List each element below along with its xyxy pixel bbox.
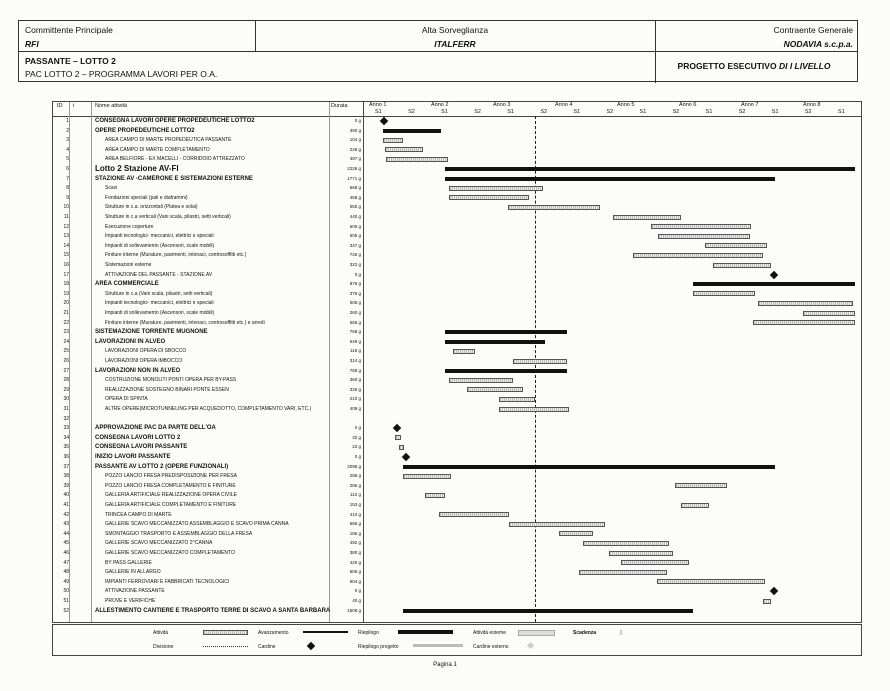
legend-riepilogo-progetto: Riepilogo progetto [358, 644, 399, 650]
timeline-half: S1 [573, 109, 581, 115]
task-id: 9 [66, 194, 69, 201]
legend-avanzamento-swatch [303, 631, 348, 633]
task-name: CONSEGNA LAVORI PASSANTE [95, 444, 188, 451]
task-name: CONSEGNA LAVORI OPERE PROPEDEUTICHE LOTTO2 [95, 118, 255, 124]
task-id: 27 [63, 367, 69, 374]
task-name: GALLERIE SCAVO MECCANIZZATO ASSEMBLAGGIO E SCAVO PRIMA CANNA [105, 521, 289, 528]
task-duration: 458 g [349, 194, 361, 200]
summary-bar [445, 177, 775, 181]
task-bar [621, 560, 689, 565]
task-name: ALLESTIMENTO CANTIERE E TRASPORTO TERRE DI SCAVO A SANTA BARBARA [95, 607, 331, 614]
task-id: 6 [66, 166, 69, 172]
task-name: GALLERIA ARTIFICIALE REALIZZAZIONE OPERA CIVILE [105, 492, 237, 499]
task-bar [395, 435, 401, 440]
task-id: 23 [63, 329, 69, 336]
task-duration: 32 g [352, 434, 361, 440]
task-duration: 604 g [349, 578, 361, 584]
timeline-half: S2 [606, 109, 614, 115]
task-duration: 186 g [349, 530, 361, 536]
task-id: 14 [63, 242, 69, 249]
task-duration: 0 g [354, 588, 361, 594]
summary-bar [693, 282, 855, 286]
milestone-diamond-icon [770, 587, 778, 595]
task-duration: 1508 g [347, 607, 361, 613]
task-name: SMONTAGGIO TRASPORTO E ASSEMBLAGGIO DELLA FRESA [105, 530, 253, 537]
task-duration: 286 g [349, 473, 361, 479]
task-id: 19 [63, 290, 69, 297]
committente-label: Committente Principale [25, 25, 113, 35]
timeline-year: Anno 2 [431, 102, 449, 108]
task-duration: 566 g [349, 521, 361, 527]
task-bar [399, 445, 404, 450]
task-id: 30 [63, 396, 69, 403]
task-id: 42 [63, 511, 69, 518]
task-duration: 40 g [352, 598, 361, 603]
task-duration: 390 g [349, 127, 361, 133]
task-name: AREA CAMPO DI MARTE PROPEDEUTICA PASSANTE [105, 137, 232, 144]
project-subtitle: PAC LOTTO 2 – PROGRAMMA LAVORI PER O.A. [25, 69, 218, 79]
task-bar [385, 147, 423, 152]
task-bar [509, 522, 605, 527]
task-name: OPERE PROPEDEUTICHE LOTTO2 [95, 127, 195, 134]
timeline-year: Anno 7 [741, 102, 759, 108]
task-id: 3 [66, 137, 69, 144]
task-duration: 153 g [349, 502, 361, 507]
legend-cardine-diamond-icon [307, 642, 315, 650]
task-name: Strutture in c.a verticali (Vani scala, pilastri, setti verticali) [105, 214, 231, 220]
timeline-year: Anno 4 [555, 102, 573, 108]
summary-bar [403, 609, 693, 613]
task-name: Strutture in c.a. orizzontali (Platea e solai) [105, 204, 198, 211]
task-id: 36 [63, 454, 69, 460]
task-duration: 568 g [349, 185, 361, 191]
task-bar [403, 474, 451, 479]
task-bar [579, 570, 667, 575]
task-duration: 549 g [349, 338, 361, 344]
task-name: BY PASS GALLERIE [105, 559, 152, 566]
task-name: GALLERIE IN ALLARGO [105, 569, 161, 576]
task-bar [705, 243, 767, 248]
legend-attivita-esterne: Attività esterne [473, 630, 507, 636]
task-id: 49 [63, 578, 69, 585]
task-duration: 360 g [349, 377, 361, 383]
task-duration: 550 g [349, 204, 361, 210]
task-name: SISTEMAZIONE TORRENTE MUGNONE [95, 329, 208, 336]
task-duration: 387 g [349, 156, 361, 162]
project-title: PASSANTE – LOTTO 2 [25, 56, 116, 66]
task-id: 45 [63, 540, 69, 547]
task-id: 2 [66, 127, 69, 134]
task-duration: 116 g [350, 348, 361, 354]
task-id: 51 [63, 598, 69, 604]
task-duration: 228 g [349, 146, 361, 152]
timeline-year: Anno 3 [493, 102, 511, 108]
summary-bar [403, 465, 775, 469]
task-id: 16 [63, 262, 69, 268]
task-duration: 380 g [349, 550, 361, 555]
task-name: POZZO LANCIO FRESA COMPLETAMENTO E FINITURE [105, 482, 236, 489]
column-id: ID [57, 103, 63, 109]
task-duration: 314 g [349, 358, 361, 363]
summary-bar [383, 129, 441, 133]
task-duration: 768 g [349, 367, 361, 373]
task-bar [449, 186, 543, 191]
task-name: Finiture interne (Murature, pavimenti, intonaci, controsoffitti etc.) [105, 252, 247, 259]
task-duration: 210 g [349, 396, 361, 402]
timeline-half: S1 [639, 109, 647, 115]
legend-riepilogo-swatch [398, 630, 453, 634]
task-bar [681, 503, 709, 508]
milestone-diamond-icon [402, 453, 410, 461]
task-duration: 2226 g [347, 166, 361, 171]
task-bar [651, 224, 751, 229]
task-id: 50 [63, 588, 69, 595]
timeline-half: S2 [804, 109, 812, 115]
timeline-year: Anno 5 [617, 102, 635, 108]
task-bar [753, 320, 855, 325]
task-name: ATTIVAZIONE PASSANTE [105, 588, 165, 595]
task-bar [583, 541, 669, 546]
task-bar [609, 551, 673, 556]
task-id: 20 [63, 300, 69, 307]
task-id: 40 [63, 492, 69, 499]
page-footer: Pagina 1 [433, 662, 457, 668]
task-bar [467, 387, 523, 392]
task-name: LAVORAZIONI OPERA IMBOCCO [105, 358, 183, 364]
task-name: REALIZZAZIONE SOSTEGNO BINARI PONTE ESSEN [105, 386, 229, 393]
task-id: 1 [66, 118, 69, 124]
task-duration: 410 g [349, 511, 361, 517]
task-id: 43 [63, 521, 69, 528]
project-level-suffix: DI I LIVELLO [778, 61, 831, 71]
task-name: Esecuzione coperture [105, 223, 154, 230]
task-id: 12 [63, 223, 69, 230]
legend-scadenza-arrow-icon: ⇩ [618, 630, 624, 637]
timeline-half: S1 [441, 109, 448, 115]
task-duration: 440 g [349, 214, 361, 219]
timeline-half: S1 [837, 109, 845, 115]
task-bar [803, 311, 855, 316]
task-duration: 286 g [349, 482, 361, 488]
task-duration: 0 g [354, 425, 361, 431]
task-name: CONSEGNA LAVORI LOTTO 2 [95, 434, 181, 441]
task-duration: 2095 g [347, 463, 361, 469]
legend-cardine-esterno-diamond-icon [527, 642, 534, 649]
legend-scadenza: Scadenza [573, 630, 597, 636]
task-bar [559, 531, 593, 536]
task-name: Impianti di sollevamento (Ascensori, scale mobili) [105, 242, 215, 249]
task-bar [453, 349, 475, 354]
task-bar [613, 215, 681, 220]
task-name: Scavi [105, 185, 118, 192]
milestone-diamond-icon [380, 117, 388, 125]
task-bar [713, 263, 771, 268]
timeline-half: S1 [771, 109, 779, 115]
task-id: 37 [63, 463, 69, 470]
gantt-chart [52, 101, 862, 623]
task-id: 13 [63, 233, 69, 240]
task-id: 10 [63, 204, 69, 211]
task-bar [383, 138, 403, 143]
task-duration: 112 g [350, 492, 361, 498]
task-name: APPROVAZIONE PAC DA PARTE DELL'OA [95, 425, 216, 432]
task-id: 48 [63, 569, 69, 576]
task-duration: 260 g [349, 310, 361, 315]
task-name: STAZIONE AV -CAMERONE E SISTEMAZIONI ESTERNE [95, 175, 253, 182]
timeline-half: S2 [540, 109, 548, 115]
task-id: 28 [63, 377, 69, 384]
task-id: 52 [63, 607, 69, 614]
legend-attivita-swatch [203, 630, 248, 635]
task-duration: 0 g [354, 271, 361, 277]
task-name: Finiture interne (Murature, pavimenti, intonaci, controsoffitti etc.) e arredi [105, 319, 265, 326]
task-name: GALLERIE SCAVO MECCANIZZATO 2^CANNA [105, 540, 213, 547]
task-duration: 505 g [349, 300, 361, 306]
legend-divisione: Divisione [153, 644, 174, 650]
task-id: 5 [66, 156, 69, 163]
legend-attivita: Attività [153, 630, 169, 636]
project-level-prefix: PROGETTO ESECUTIVO [677, 61, 777, 71]
task-id: 21 [63, 310, 69, 316]
task-name: PASSANTE AV LOTTO 2 (OPERE FUNZIONALI) [95, 463, 229, 470]
timeline-half: S2 [738, 109, 746, 115]
task-id: 25 [63, 348, 69, 355]
task-name: Impianti tecnologici- meccanici, elettrici e speciali [105, 233, 214, 240]
task-name: INIZIO LAVORI PASSANTE [95, 454, 171, 460]
task-id: 11 [63, 214, 69, 220]
task-name: LAVORAZIONI IN ALVEO [95, 338, 166, 345]
legend-divisione-swatch [203, 646, 248, 647]
task-id: 38 [63, 473, 69, 480]
task-duration: 420 g [349, 559, 361, 565]
task-duration: 325 g [349, 386, 361, 392]
task-id: 34 [63, 434, 69, 441]
task-id: 31 [63, 406, 69, 412]
task-duration: 104 g [349, 137, 361, 143]
task-name: Sistemazioni esterne [105, 262, 152, 268]
timeline-half: S2 [672, 109, 680, 115]
task-bar [657, 579, 765, 584]
timeline-half: S1 [507, 109, 514, 115]
task-id: 4 [66, 146, 69, 153]
task-bar [658, 234, 750, 239]
task-duration: 23 g [352, 444, 361, 450]
task-duration: 0 g [354, 454, 361, 459]
summary-bar [445, 369, 567, 373]
task-bar [508, 205, 600, 210]
task-duration: 876 g [349, 281, 361, 287]
task-id: 44 [63, 530, 69, 537]
task-name: COSTRUZIONE MONOLITI PONTI OPERA PER BY-PASS [105, 377, 237, 384]
task-id: 22 [63, 319, 69, 326]
contraente-label: Contraente Generale [773, 25, 853, 35]
column-duration: Durata [331, 103, 348, 109]
column-info-icon: i [73, 103, 75, 109]
legend-attivita-esterne-swatch [518, 630, 555, 636]
task-bar [439, 512, 509, 517]
task-name: AREA COMMERCIALE [95, 281, 159, 288]
summary-bar [445, 330, 567, 334]
timeline-half: S1 [375, 109, 382, 115]
task-id: 32 [63, 415, 69, 422]
contraente-value: NODAVIA s.c.p.a. [783, 39, 853, 49]
alta-sorveglianza-value: ITALFERR [434, 39, 476, 49]
task-duration: 768 g [349, 329, 361, 335]
alta-sorveglianza-label: Alta Sorveglianza [421, 25, 489, 35]
task-bar [499, 397, 535, 402]
timeline-year: Anno 1 [369, 102, 387, 108]
task-duration: 375 g [349, 290, 361, 296]
task-id: 39 [63, 482, 69, 489]
task-duration: 347 g [349, 242, 361, 248]
task-id: 18 [63, 281, 69, 288]
task-id: 46 [63, 550, 69, 556]
task-duration: 605 g [349, 233, 361, 239]
task-id: 15 [63, 252, 69, 259]
task-name: TRINCEA CAMPO DI MARTE [105, 511, 172, 518]
task-name: GALLERIE SCAVO MECCANIZZATO COMPLETAMENTO [105, 550, 235, 556]
task-id: 8 [66, 185, 69, 192]
task-id: 24 [63, 338, 69, 345]
task-bar [425, 493, 445, 498]
timeline-year: Anno 8 [803, 102, 821, 108]
summary-bar [445, 340, 545, 344]
task-id: 26 [63, 358, 69, 364]
task-bar [513, 359, 567, 364]
task-id: 35 [63, 444, 69, 451]
task-id: 47 [63, 559, 69, 566]
task-bar [633, 253, 763, 258]
task-id: 29 [63, 386, 69, 393]
timeline-half: S2 [408, 109, 415, 115]
task-id: 7 [66, 175, 69, 182]
summary-bar [445, 167, 855, 171]
timeline-year: Anno 6 [679, 102, 697, 108]
task-duration: 0 g [354, 118, 361, 123]
task-name: Fondazioni speciali (pali e diaframmi) [105, 194, 188, 201]
milestone-diamond-icon [393, 424, 401, 432]
task-id: 17 [63, 271, 69, 278]
task-bar [758, 301, 853, 306]
task-bar [499, 407, 569, 412]
project-level [655, 61, 853, 71]
task-duration: 726 g [349, 252, 361, 258]
task-duration: 566 g [349, 319, 361, 325]
task-name: Impianti di sollevamento (Ascensori, scale mobili) [105, 310, 215, 316]
task-name: AREA CAMPO DI MARTE COMPLETAMENTO [105, 146, 210, 153]
timeline-half: S2 [474, 109, 481, 115]
task-duration: 322 g [349, 262, 361, 267]
task-name: OPERA DI SPINTA [105, 396, 148, 403]
task-name: LAVORAZIONI OPERA DI SBOCCO [105, 348, 187, 355]
task-bar [675, 483, 727, 488]
task-name: GALLERIA ARTIFICIALE COMPLETAMENTO E FINITURE [105, 502, 237, 508]
task-bar [449, 195, 529, 200]
legend-cardine: Cardine [258, 644, 276, 650]
task-duration: 605 g [349, 223, 361, 229]
task-duration: 1771 g [347, 175, 361, 181]
legend-riepilogo-progetto-swatch [413, 644, 463, 647]
legend [52, 624, 862, 656]
task-id: 33 [63, 425, 69, 432]
task-name: POZZO LANCIO FRESA PREDISPOSIZIONE PER FRESA [105, 473, 237, 480]
task-id: 41 [63, 502, 69, 508]
task-name: Impianti tecnologici- meccanici, elettrici e speciali [105, 300, 214, 307]
committente-value: RFI [25, 39, 39, 49]
task-bar [449, 378, 513, 383]
task-name: LAVORAZIONI NON IN ALVEO [95, 367, 181, 374]
task-bar [763, 599, 771, 604]
task-name: IMPIANTI FERROVIARI E FABBRICATI TECNOLOGICI [105, 578, 230, 585]
task-bar [386, 157, 448, 162]
legend-cardine-esterno: Cardine esterno [473, 644, 509, 650]
legend-avanzamento: Avanzamento [258, 630, 289, 636]
task-name: PROVE E VERIFICHE [105, 598, 156, 604]
legend-riepilogo: Riepilogo [358, 630, 379, 636]
task-name: ATTIVAZIONE DEL PASSANTE - STAZIONE AV [105, 271, 213, 278]
milestone-diamond-icon [770, 270, 778, 278]
task-bar [693, 291, 755, 296]
task-duration: 492 g [349, 540, 361, 546]
task-name: Strutture in c.a (Vani scala, pilastri, setti verticali) [105, 290, 213, 297]
task-duration: 408 g [349, 406, 361, 411]
timeline-half: S1 [705, 109, 713, 115]
column-name: Nome attività [95, 103, 128, 109]
task-name: Lotto 2 Stazione AV-FI [95, 164, 179, 173]
task-duration: 506 g [349, 569, 361, 575]
task-name: AREA BELFIORE - EX MACELLI - CORRIDOIO ATTREZZATO [105, 156, 245, 163]
task-name: ALTRE OPERE(MICROTUNNELING PER ACQUEDOTTO, COMPLETAMENTO VARI, ETC.) [105, 406, 312, 412]
document-header [18, 20, 858, 82]
